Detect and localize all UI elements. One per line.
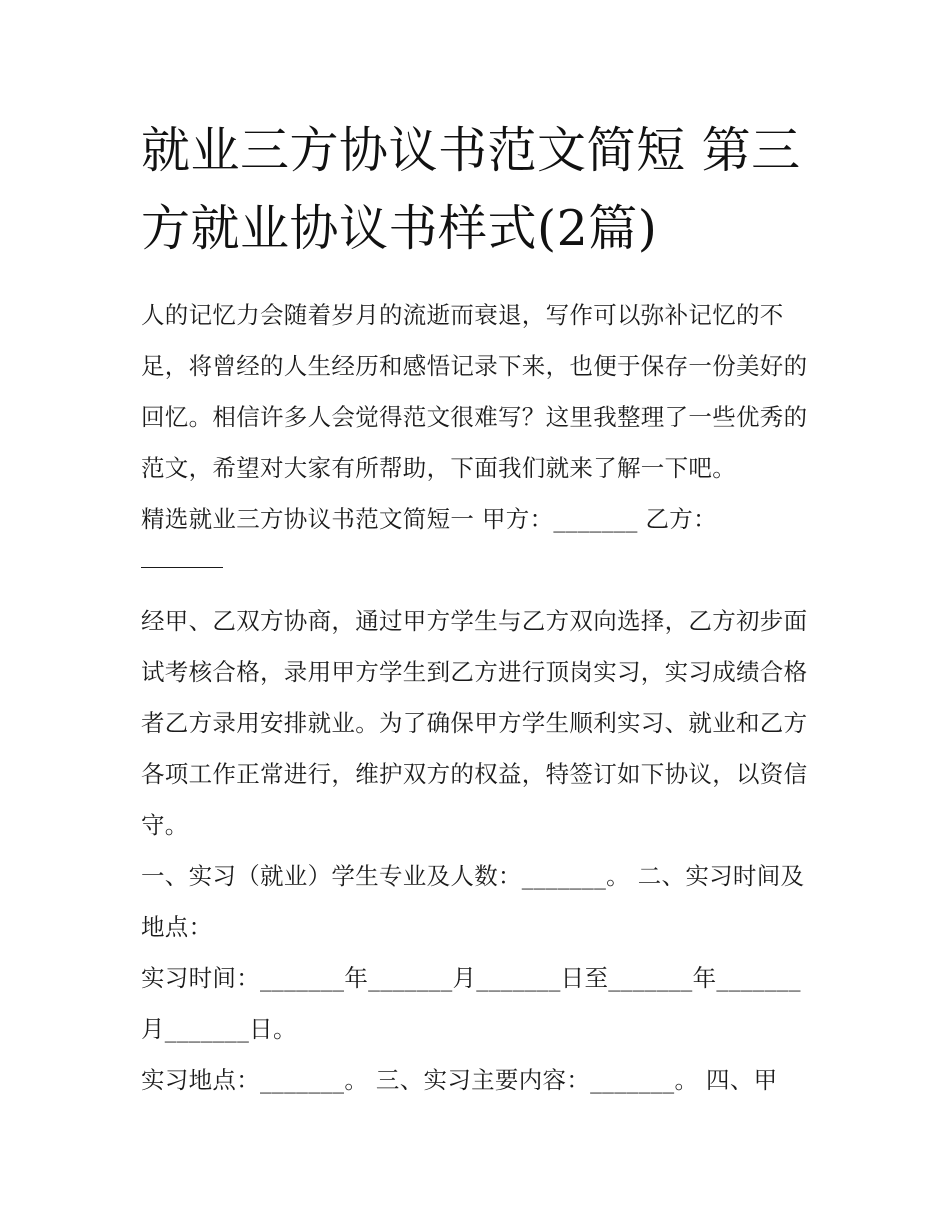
agreement-paragraph: 经甲、乙双方协商，通过甲方学生与乙方双向选择，乙方初步面试考核合格，录用甲方学生到乙方进行顶岗实习，实习成绩合格者乙方录用安排就业。为了确保甲方学生顺利实习、就业和乙方各项工作正常进行，维护双方的权益，特签订如下协议，以资信守。 <box>141 607 808 839</box>
internship-time-paragraph: 实习时间：_______年_______月_______日至_______年_______月_______日。 <box>141 964 801 1043</box>
document-body <box>141 290 821 1106</box>
signature-blank <box>141 545 821 596</box>
internship-location-paragraph: 实习地点：_______。 三、实习主要内容：_______。 四、甲 <box>141 1066 778 1094</box>
party-line: 精选就业三方协议书范文简短一 甲方：_______ 乙方： <box>141 505 717 533</box>
document-page <box>141 112 821 1106</box>
document-title: 就业三方协议书范文简短 第三方就业协议书样式(2篇) <box>141 122 801 257</box>
clause-one-paragraph: 一、实习（就业）学生专业及人数：_______。 二、实习时间及地点： <box>141 862 805 941</box>
intro-paragraph: 人的记忆力会随着岁月的流逝而衰退，写作可以弥补记忆的不足，将曾经的人生经历和感悟记录下来，也便于保存一份美好的回忆。相信许多人会觉得范文很难写？这里我整理了一些优秀的范文，希望对大家有所帮助，下面我们就来了解一下吧。 <box>141 301 808 482</box>
